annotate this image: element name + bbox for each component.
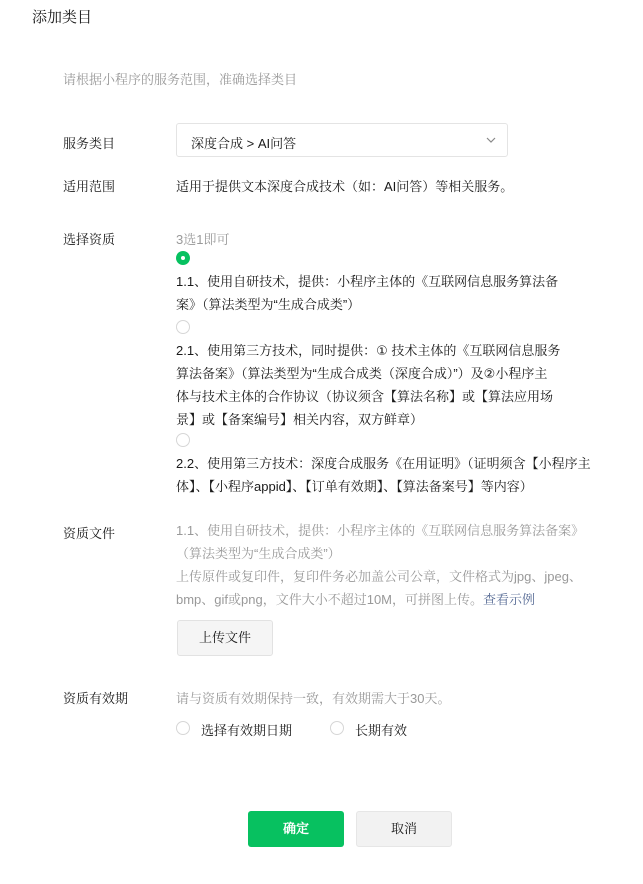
qualification-note: 3选1即可 bbox=[176, 232, 230, 247]
qualification-radio-2[interactable] bbox=[176, 320, 190, 334]
validity-hint: 请与资质有效期保持一致，有效期需大于30天。 bbox=[176, 691, 451, 706]
file-description bbox=[176, 519, 631, 611]
scope-text: 适用于提供文本深度合成技术（如：AI问答）等相关服务。 bbox=[176, 179, 514, 194]
page-title: 添加类目 bbox=[32, 9, 93, 26]
qualification-option-1[interactable]: 1.1、使用自研技术，提供：小程序主体的《互联网信息服务算法备 案》（算法类型为“生成合成类”） bbox=[176, 274, 559, 312]
chevron-down-icon bbox=[485, 134, 497, 146]
scope-label: 适用范围 bbox=[63, 179, 116, 194]
service-category-select[interactable] bbox=[176, 123, 508, 157]
qualification-radio-1[interactable] bbox=[176, 251, 190, 265]
qualification-label: 选择资质 bbox=[63, 232, 116, 247]
example-link[interactable]: 查看示例 bbox=[483, 592, 536, 607]
page-hint: 请根据小程序的服务范围，准确选择类目 bbox=[63, 72, 298, 87]
cancel-button[interactable]: 取消 bbox=[356, 811, 452, 847]
validity-radio-permanent[interactable] bbox=[330, 721, 344, 735]
file-label: 资质文件 bbox=[63, 526, 116, 541]
service-category-label: 服务类目 bbox=[63, 136, 116, 151]
qualification-option-2[interactable]: 2.1、使用第三方技术，同时提供：① 技术主体的《互联网信息服务 算法备案》（算法类型为“生成合成类（深度合成）”）及②小程序主 体与技术主体的合作协议（协议须含【算法名称】或【算法应用场 景】或【备案编号】相关内容，双方鲜章） bbox=[176, 343, 561, 427]
service-category-value: 深度合成 > AI问答 bbox=[191, 136, 297, 151]
qualification-radio-3[interactable] bbox=[176, 433, 190, 447]
validity-label: 资质有效期 bbox=[63, 691, 129, 706]
qualification-option-3[interactable]: 2.2、使用第三方技术：深度合成服务《在用证明》（证明须含【小程序主 体】、【小程序appid】、【订单有效期】、【算法备案号】等内容） bbox=[176, 456, 591, 494]
validity-radio-date[interactable] bbox=[176, 721, 190, 735]
validity-option-permanent[interactable]: 长期有效 bbox=[355, 723, 408, 738]
validity-option-date[interactable]: 选择有效期日期 bbox=[201, 723, 293, 738]
confirm-button[interactable]: 确定 bbox=[248, 811, 344, 847]
upload-file-button[interactable]: 上传文件 bbox=[177, 620, 273, 656]
file-description-text: 1.1、使用自研技术，提供：小程序主体的《互联网信息服务算法备案》 （算法类型为“生成合成类”） 上传原件或复印件，复印件务必加盖公司公章，文件格式为jpg、jpeg、 bmp、gif或png，文件大小不超过10M，可拼图上传。 bbox=[176, 523, 585, 607]
